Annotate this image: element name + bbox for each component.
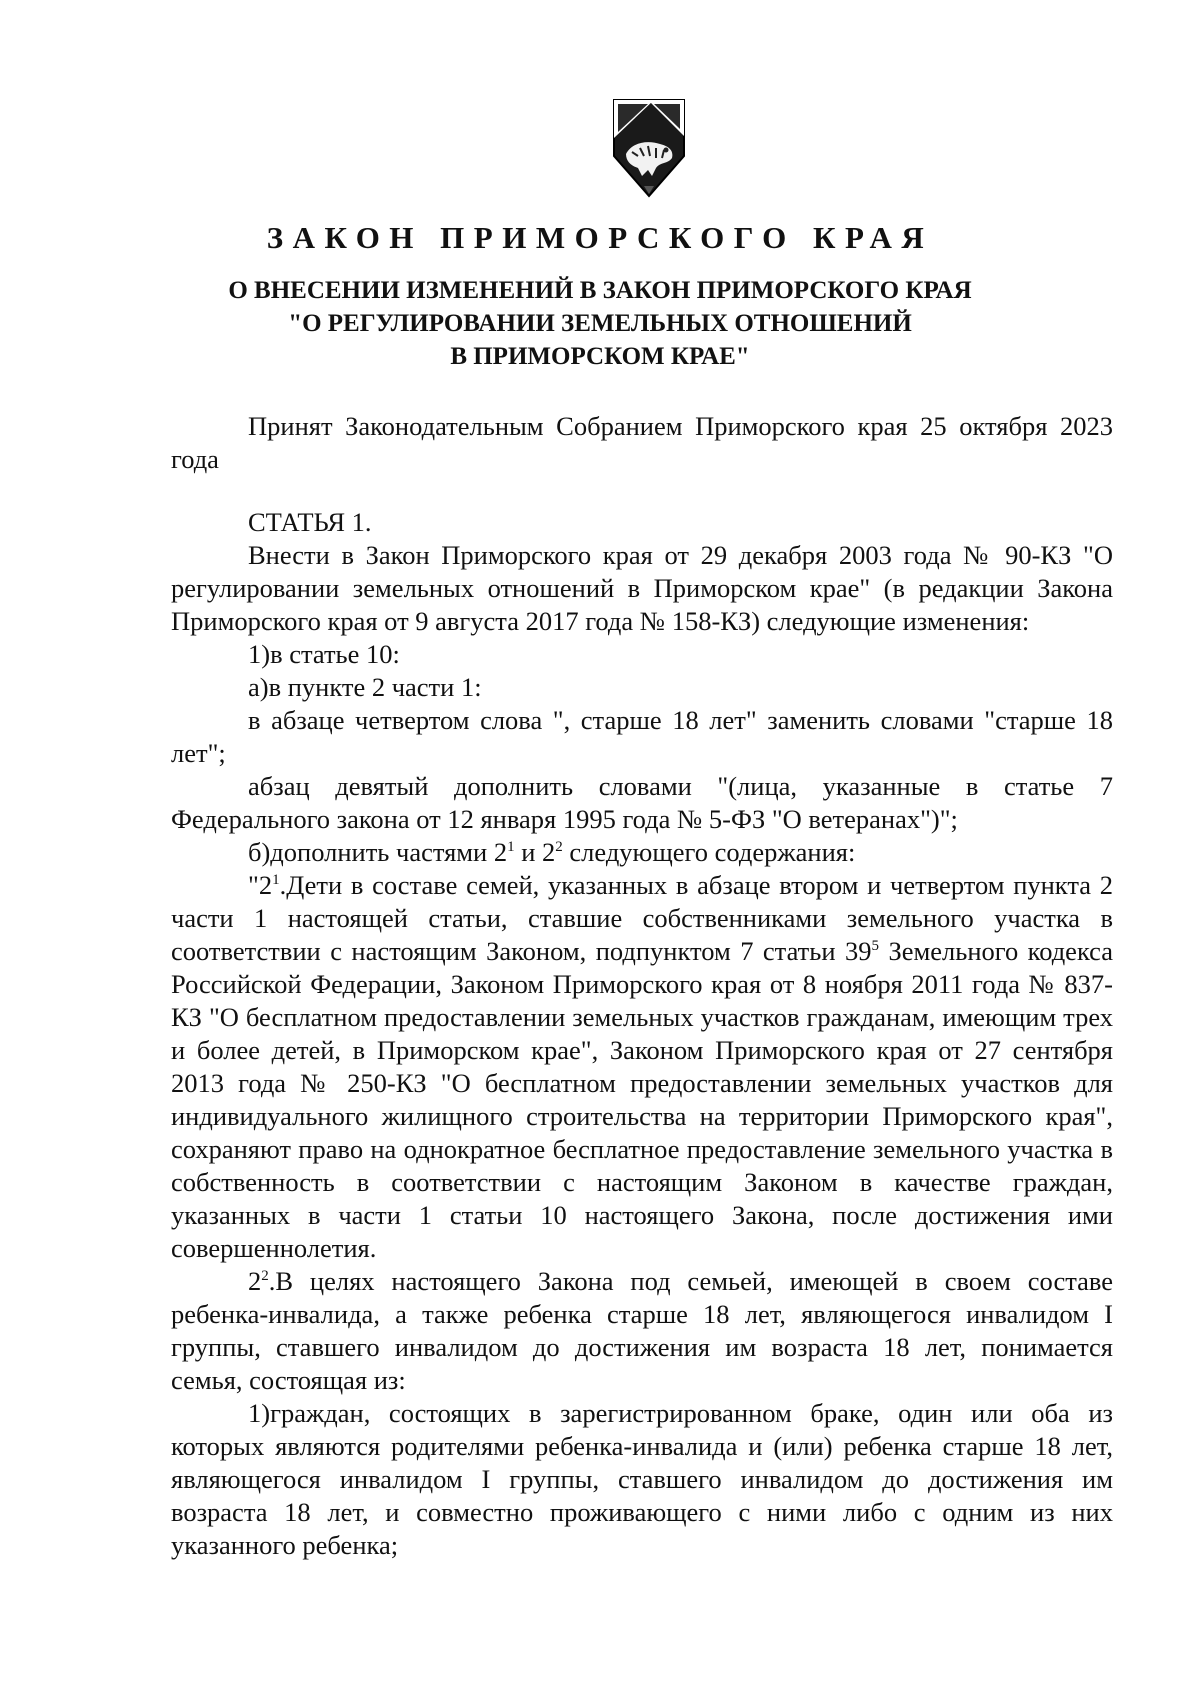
text-fragment: .Дети в составе семей, указанных в абзаце втором и четвертом пункта 2 части 1 настоящей статьи, ставшие собственниками земельного участка в соответствии с настоящим Законом, подпунктом 7 статьи 39	[171, 870, 1113, 966]
text-fragment: Земельного кодекса Российской Федерации, Законом Приморского края от 8 ноября 2011 года № 837-КЗ "О бесплатном предоставлении земельных участков гражданам, имеющим трех и более детей, в Приморском крае", Законом Приморского края от 27 сентября 2013 года № 250-КЗ "О бесплатном предоставлении земельных участков для индивидуального жилищного строительства на территории Приморского края", сохраняют право на однократное бесплатное предоставление земельного участка в собственность в соответствии с настоящим Законом в качестве граждан, указанных в части 1 статьи 10 настоящего Закона, после достижения ими совершеннолетия.	[171, 936, 1114, 1263]
adoption-note: Принят Законодательным Собранием Приморского края 25 октября 2023 года	[171, 411, 1113, 474]
article-heading: СТАТЬЯ 1.	[248, 507, 372, 537]
list-item: а)в пункте 2 части 1:	[248, 672, 482, 702]
superscript: 1	[272, 872, 280, 889]
superscript: 5	[871, 938, 879, 955]
document-subtitle	[0, 274, 1200, 373]
coat-of-arms-icon	[608, 98, 690, 200]
document-title: ЗАКОН ПРИМОРСКОГО КРАЯ	[266, 220, 934, 255]
document-body	[171, 410, 1113, 1562]
paragraph	[171, 1265, 1113, 1397]
text-fragment: следующего содержания:	[562, 837, 856, 867]
paragraph: в абзаце четвертом слова ", старше 18 лет" заменить словами "старше 18 лет";	[171, 705, 1113, 768]
superscript: 2	[261, 1268, 269, 1285]
superscript: 1	[507, 839, 515, 856]
paragraph: 1)граждан, состоящих в зарегистрированном браке, один или оба из которых являются родителями ребенка-инвалида и (или) ребенка старше 18 лет, являющегося инвалидом I группы, ставшего инвалидом до достижения им возраста 18 лет, и совместно проживающего с ними либо с одним из них указанного ребенка;	[171, 1398, 1113, 1560]
text-fragment: б)дополнить частями 2	[248, 837, 508, 867]
text-fragment: и 2	[514, 837, 556, 867]
subtitle-line: В ПРИМОРСКОМ КРАЕ"	[450, 343, 750, 370]
text-fragment: "2	[248, 870, 273, 900]
text-fragment: 2	[248, 1266, 262, 1296]
subtitle-line: "О РЕГУЛИРОВАНИИ ЗЕМЕЛЬНЫХ ОТНОШЕНИЙ	[288, 310, 912, 337]
article-intro: Внести в Закон Приморского края от 29 декабря 2003 года № 90-КЗ "О регулировании земельных отношений в Приморском крае" (в редакции Закона Приморского края от 9 августа 2017 года № 158-КЗ) следующие изменения:	[171, 540, 1113, 636]
list-item	[171, 836, 1113, 869]
list-item: 1)в статье 10:	[248, 639, 400, 669]
subtitle-line: О ВНЕСЕНИИ ИЗМЕНЕНИЙ В ЗАКОН ПРИМОРСКОГО КРАЯ	[228, 277, 972, 304]
superscript: 2	[555, 839, 563, 856]
paragraph: абзац девятый дополнить словами "(лица, указанные в статье 7 Федерального закона от 12 января 1995 года № 5-ФЗ "О ветеранах")";	[171, 771, 1113, 834]
paragraph	[171, 869, 1113, 1265]
text-fragment: .В целях настоящего Закона под семьей, имеющей в своем составе ребенка-инвалида, а также ребенка старше 18 лет, являющегося инвалидом I группы, ставшего инвалидом до достижения им возраста 18 лет, понимается семья, состоящая из:	[171, 1266, 1113, 1395]
